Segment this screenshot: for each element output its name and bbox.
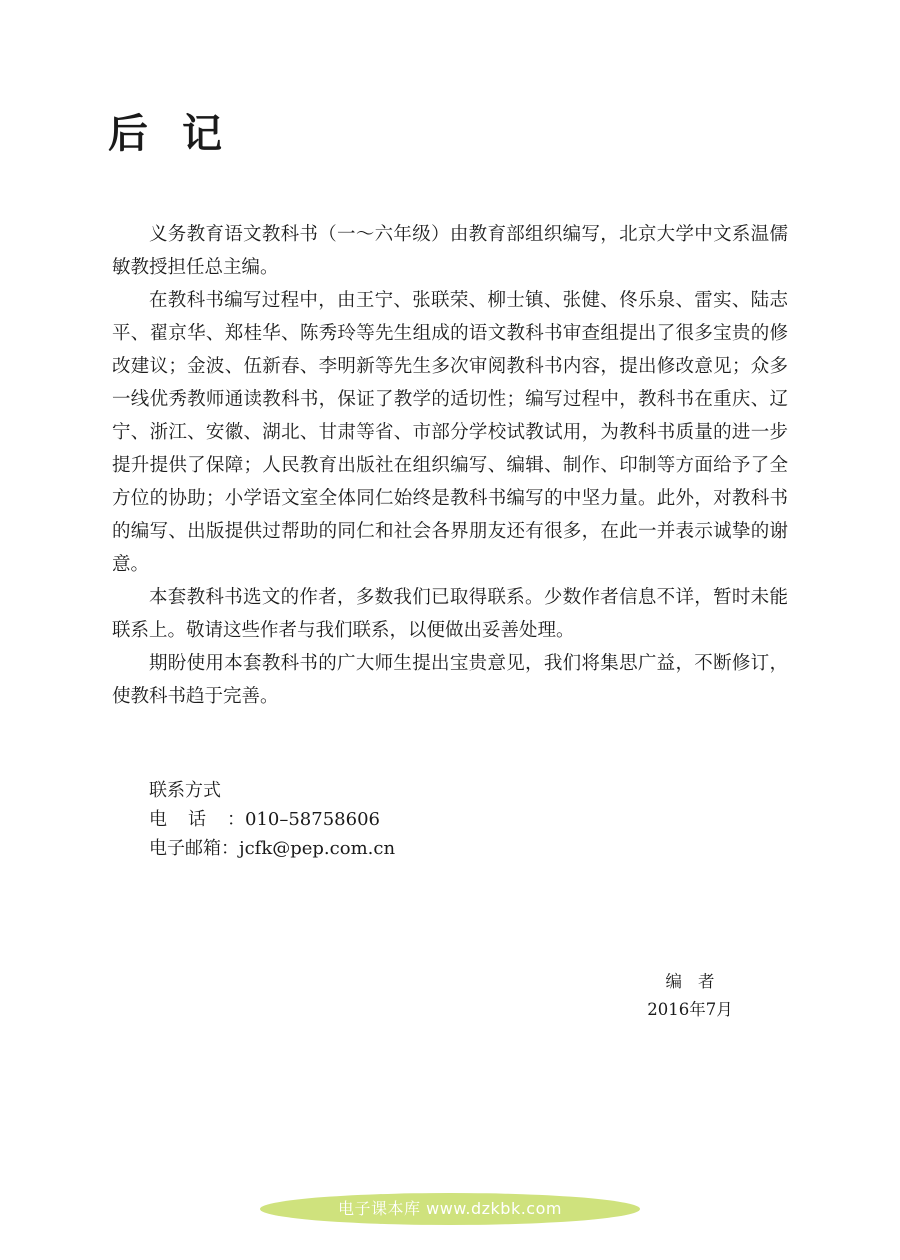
contact-phone-row	[149, 805, 395, 834]
body-text	[112, 218, 788, 713]
signature-date: 2016年7月	[647, 1000, 733, 1019]
phone-label: 电话：	[149, 809, 245, 830]
contact-heading: 联系方式	[149, 780, 221, 801]
contact-block	[149, 776, 395, 863]
paragraph-authors-notice: 本套教科书选文的作者，多数我们已取得联系。少数作者信息不详，暂时未能联系上。敬请这些作者与我们联系，以便做出妥善处理。	[112, 587, 788, 641]
email-value: jcfk@pep.com.cn	[239, 838, 396, 859]
email-label: 电子邮箱：	[149, 838, 239, 859]
signature-author: 编者	[665, 972, 731, 991]
paragraph-feedback: 期盼使用本套教科书的广大师生提出宝贵意见，我们将集思广益，不断修订，使教科书趋于完善。	[112, 653, 788, 707]
page-title: 后记	[108, 110, 256, 157]
signature-block	[630, 968, 750, 1024]
paragraph-acknowledgements: 在教科书编写过程中，由王宁、张联荣、柳士镇、张健、佟乐泉、雷实、陆志平、翟京华、郑桂华、陈秀玲等先生组成的语文教科书审查组提出了很多宝贵的修改建议；金波、伍新春、李明新等先生多次审阅教科书内容，提出修改意见；众多一线优秀教师通读教科书，保证了教学的适切性；编写过程中，教科书在重庆、辽宁、浙江、安徽、湖北、甘肃等省、市部分学校试教试用，为教科书质量的进一步提升提供了保障；人民教育出版社在组织编写、编辑、制作、印制等方面给予了全方位的协助；小学语文室全体同仁始终是教科书编写的中坚力量。此外，对教科书的编写、出版提供过帮助的同仁和社会各界朋友还有很多，在此一并表示诚挚的谢意。	[112, 290, 788, 575]
footer-watermark-banner: 电子课本库 www.dzkbk.com	[260, 1193, 640, 1225]
phone-value: 010–58758606	[245, 809, 380, 830]
paragraph-intro: 义务教育语文教科书（一～六年级）由教育部组织编写，北京大学中文系温儒敏教授担任总主编。	[112, 224, 788, 278]
contact-email-row	[149, 834, 395, 863]
